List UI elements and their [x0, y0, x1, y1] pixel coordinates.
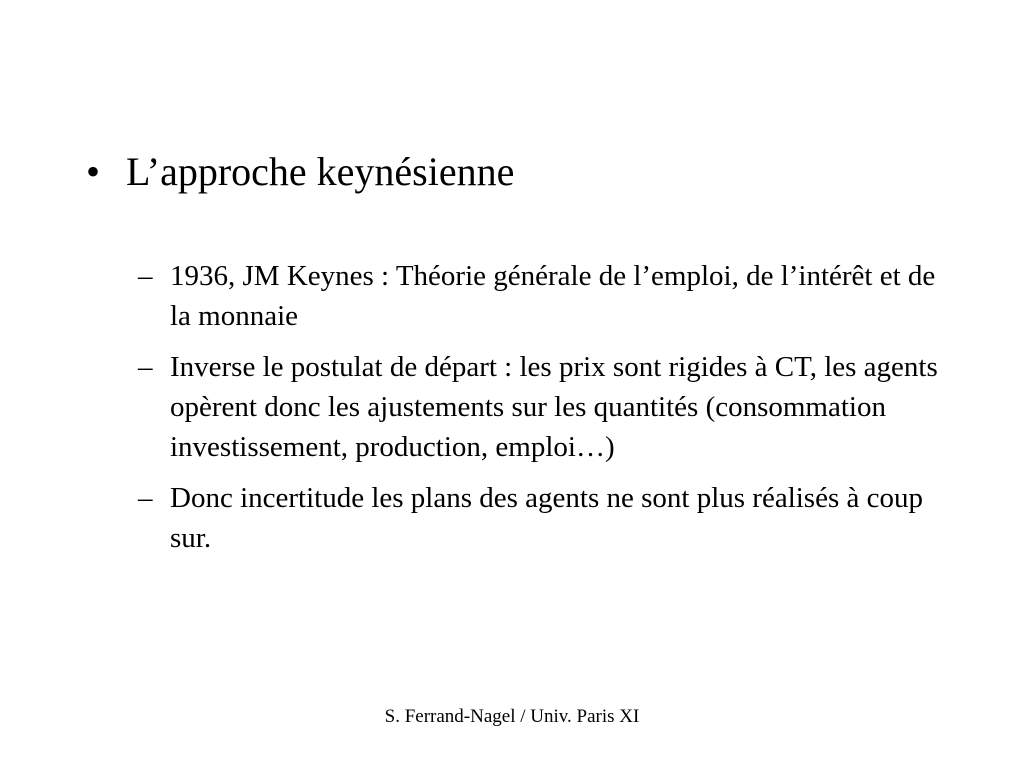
slide-footer: S. Ferrand-Nagel / Univ. Paris XI — [384, 706, 640, 727]
main-point-text: L’approche keynésienne — [126, 149, 515, 194]
dash-icon: – — [138, 482, 153, 514]
sub-point-list — [138, 256, 958, 569]
dash-icon: – — [138, 351, 153, 383]
sub-point-text: Inverse le postulat de départ : les prix sont rigides à CT, les agents opèrent donc les ajustements sur les quantités (consommation investissement, production, emploi…) — [170, 351, 938, 463]
bullet-icon: • — [86, 149, 101, 194]
main-bullet-point — [86, 146, 966, 198]
dash-icon: – — [138, 260, 153, 292]
sub-point-item — [138, 347, 958, 467]
sub-point-item — [138, 478, 958, 558]
sub-point-text: Donc incertitude les plans des agents ne sont plus réalisés à coup sur. — [170, 482, 923, 554]
sub-point-item — [138, 256, 958, 336]
sub-point-text: 1936, JM Keynes : Théorie générale de l’emploi, de l’intérêt et de la monnaie — [170, 260, 936, 332]
